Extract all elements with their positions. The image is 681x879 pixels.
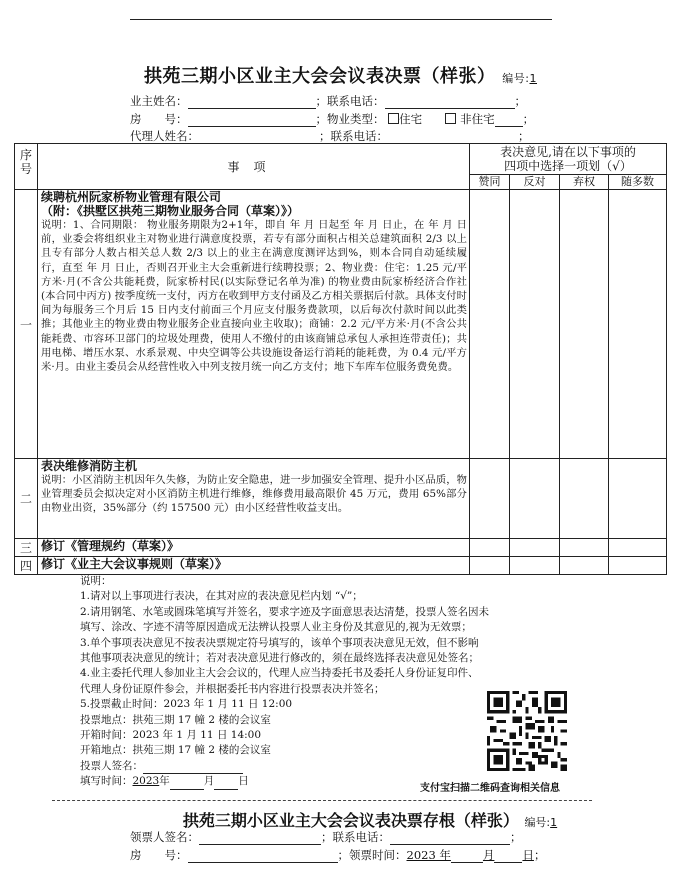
note-line: 其他事项表决意见的统计；若对表决意见进行修改的，须在最终选择表决意见处签名；: [80, 652, 479, 665]
option-oppose: 反对: [510, 175, 560, 190]
room-row: [130, 111, 534, 127]
vote-cell-abstain[interactable]: [560, 190, 609, 459]
vote-cell-follow-majority[interactable]: [609, 539, 667, 557]
vote-cell-abstain[interactable]: [560, 557, 609, 575]
page-title: [0, 62, 681, 88]
stub-room-label: 房 号：: [130, 848, 188, 862]
row-title: 修订《业主大会议事规则（草案）》: [41, 557, 228, 571]
qr-caption: 支付宝扫描二维码查询相关信息: [420, 783, 560, 794]
stub-room-row: [130, 847, 545, 863]
fill-month: 月: [203, 775, 215, 788]
property-type-underline: [495, 113, 523, 127]
row-seq: 四: [15, 557, 38, 575]
voter-sign-label: 投票人签名：: [80, 759, 143, 772]
note-line: 1.请对以上事项进行表决，在其对应的表决意见栏内划 “√”；: [80, 590, 363, 603]
collect-day-field[interactable]: [494, 849, 522, 863]
row-title: 表决维修消防主机: [41, 459, 138, 473]
stub-serial-label: 编号:: [524, 816, 551, 829]
serial-value: 1: [529, 72, 537, 85]
row-seq: 一: [15, 190, 38, 459]
fill-month-field[interactable]: [170, 776, 204, 790]
fill-time-label: 填写时间：: [80, 775, 133, 788]
stub-row-end: ；: [510, 830, 522, 844]
collector-name-label: 领票人签名：: [130, 830, 199, 844]
vote-header-line1: 表决意见,请在以下事项的: [500, 145, 636, 159]
note-line: 4.业主委托代理人参加业主大会会议的，代理人应当持委托书及委托人身份证复印件、: [80, 667, 479, 680]
residential-checkbox[interactable]: [388, 113, 399, 124]
proxy-phone-field[interactable]: [388, 130, 518, 144]
fill-day: 日: [238, 775, 249, 788]
note-line: 开箱时间：2023 年 1 月 11 日 14:00: [80, 729, 262, 742]
proxy-row-end: ；: [518, 129, 530, 143]
row-item: [38, 459, 470, 539]
vote-cell-agree[interactable]: [470, 557, 510, 575]
room-field[interactable]: [188, 113, 316, 127]
room-label: 房 号：: [130, 112, 188, 126]
proxy-phone-label: ；联系电话：: [319, 129, 388, 143]
row-title: 修订《管理规约（草案）》: [41, 539, 180, 553]
phone-field[interactable]: [385, 95, 515, 109]
option-follow-majority: 随多数: [609, 175, 667, 190]
row-title: 续聘杭州阮家桥物业管理有限公司: [41, 190, 222, 204]
vote-cell-agree[interactable]: [470, 190, 510, 459]
fill-year-suffix: 年: [159, 775, 170, 788]
table-row: [15, 190, 667, 459]
collector-name-field[interactable]: [199, 831, 321, 845]
non-residential-label: 非住宅: [460, 112, 495, 126]
table-row: [15, 459, 667, 539]
residential-label: 住宅: [399, 112, 423, 126]
stub-room-row-end: ；: [533, 848, 546, 862]
collect-month: 月: [482, 848, 495, 862]
vote-header-line2: 四项中选择一项划（√）: [504, 159, 632, 173]
title-text: 拱苑三期小区业主大会会议表决票（样张）: [144, 66, 496, 87]
row-item: [38, 190, 470, 459]
fill-year: 2023: [132, 775, 160, 788]
stub-serial-value: 1: [550, 816, 558, 829]
room-row-end: ；: [522, 112, 535, 126]
row-description: 说明：小区消防主机因年久失修，为防止安全隐患，进一步加强安全管理、提升小区品质，物业管理委员会拟决定对小区消防主机进行维修，维修费用最高限价 45 万元，费用 65%部分由物业出资，35%部分（约 157500 元）由小区经营性收益支出。: [41, 474, 467, 515]
option-agree: 赞同: [470, 175, 510, 190]
vote-header: [470, 144, 667, 175]
stub-title-text: 拱苑三期小区业主大会会议表决票存根（样张）: [182, 811, 519, 830]
row-seq: 三: [15, 539, 38, 557]
note-line: 3.单个事项表决意见不按表决票规定符号填写的，该单个事项表决意见无效，但不影响: [80, 636, 479, 649]
note-line: 2.请用钢笔、水笔或圆珠笔填写并签名，要求字迹及字面意思表达清楚，投票人签名因未: [80, 605, 490, 618]
vote-cell-agree[interactable]: [470, 459, 510, 539]
seq-header-text: 序号: [20, 148, 33, 176]
stub-title: [0, 808, 681, 831]
stub-phone-label: ；联系电话：: [321, 830, 390, 844]
owner-row: [130, 93, 526, 109]
vote-cell-follow-majority[interactable]: [609, 459, 667, 539]
row-description: 说明：1、合同期限： 物业服务期限为2+1年，即自 年 月 日起至 年 月 日止，在 年 月 日前，业委会将组织业主对物业进行满意度投票，若专有部分面积占相关总建筑面积 2/3 以上且专有部分人数占相关总人数 2/3 以上的业主在满意度测评达到%，则本合同自动延续履行，直至 年 月 日止，否则召开业主大会重新进行续聘投票；2、物业费：住宅：1.25 元/平方米·月(不含公共能耗费，阮家桥村民(以实际登记名单为准) 的物业费由阮家桥经济合作社(本合同中丙方) 按季度统一支付，丙方在收到甲方支付函及乙方相关票据后付款。具体支付时间为每服务三个月后 15 日内支付前面三个月应支付服务费款项，以后每次付款时间以此类推；其他业主的物业费由物业服务企业直接向业主收取)；商铺：2.2 元/平方米·月(不含公共能耗费、市容环卫部门的垃圾处理费，使用人不缴付的由该商铺总承包人承担连带责任)；共用电梯、增压水泵、水系景观、中央空调等公共设施设备运行消耗的能耗费，为 0.4 元/平方米·月。由业主委员会从经营性收入中列支按月统一向乙方支付；地下车库车位服务费免费。: [41, 219, 467, 374]
note-line: 填写、涂改、字迹不清等原因造成无法辨认投票人业主身份及其意见的,视为无效票；: [80, 621, 472, 634]
notes-heading: 说明：: [80, 575, 112, 587]
vote-cell-abstain[interactable]: [560, 459, 609, 539]
phone-label: ；联系电话：: [315, 94, 385, 108]
note-line: 5.投票截止时间：2023 年 1 月 11 日 12:00: [80, 698, 293, 711]
collect-day: 日: [522, 848, 534, 862]
collect-year: 2023 年: [406, 848, 451, 862]
voter-sign-field[interactable]: [143, 760, 243, 774]
stub-phone-field[interactable]: [390, 831, 510, 845]
serial-label: 编号:: [502, 72, 530, 85]
item-header: 事项: [38, 144, 470, 190]
owner-name-label: 业主姓名：: [130, 94, 188, 108]
vote-cell-oppose[interactable]: [510, 539, 560, 557]
table-row: [15, 539, 667, 557]
seq-header: [15, 144, 38, 190]
proxy-row: [130, 128, 530, 144]
vote-cell-follow-majority[interactable]: [609, 190, 667, 459]
vote-cell-abstain[interactable]: [560, 539, 609, 557]
non-residential-checkbox[interactable]: [445, 113, 456, 124]
vote-cell-oppose[interactable]: [510, 557, 560, 575]
row-seq: 二: [15, 459, 38, 539]
vote-cell-oppose[interactable]: [510, 190, 560, 459]
vote-cell-follow-majority[interactable]: [609, 557, 667, 575]
stub-collector-row: [130, 829, 522, 845]
collect-month-field[interactable]: [451, 849, 483, 863]
qr-code-icon[interactable]: [487, 691, 567, 771]
note-line: 开箱地点：拱苑三期 17 幢 2 楼的会议室: [80, 744, 271, 757]
fill-day-field[interactable]: [214, 776, 238, 790]
ballot-table: [14, 143, 667, 575]
vote-cell-agree[interactable]: [470, 539, 510, 557]
collect-time-label: ；领票时间：: [337, 848, 407, 862]
vote-cell-oppose[interactable]: [510, 459, 560, 539]
cut-line: [52, 800, 592, 801]
option-abstain: 弃权: [560, 175, 609, 190]
proxy-name-field[interactable]: [199, 130, 319, 144]
note-line: 代理人身份证原件参会，并根据委托书内容进行投票表决并签名；: [80, 682, 385, 695]
top-rule: [130, 19, 552, 20]
table-row: [15, 557, 667, 575]
owner-name-field[interactable]: [188, 95, 316, 109]
property-type-label: ；物业类型：: [315, 112, 385, 126]
note-line: 投票地点：拱苑三期 17 幢 2 楼的会议室: [80, 713, 271, 726]
row-subtitle: （附：《拱墅区拱苑三期物业服务合同（草案）》）: [41, 204, 300, 218]
proxy-name-label: 代理人姓名：: [130, 129, 199, 143]
owner-row-end: ；: [514, 94, 526, 108]
stub-room-field[interactable]: [188, 849, 338, 863]
